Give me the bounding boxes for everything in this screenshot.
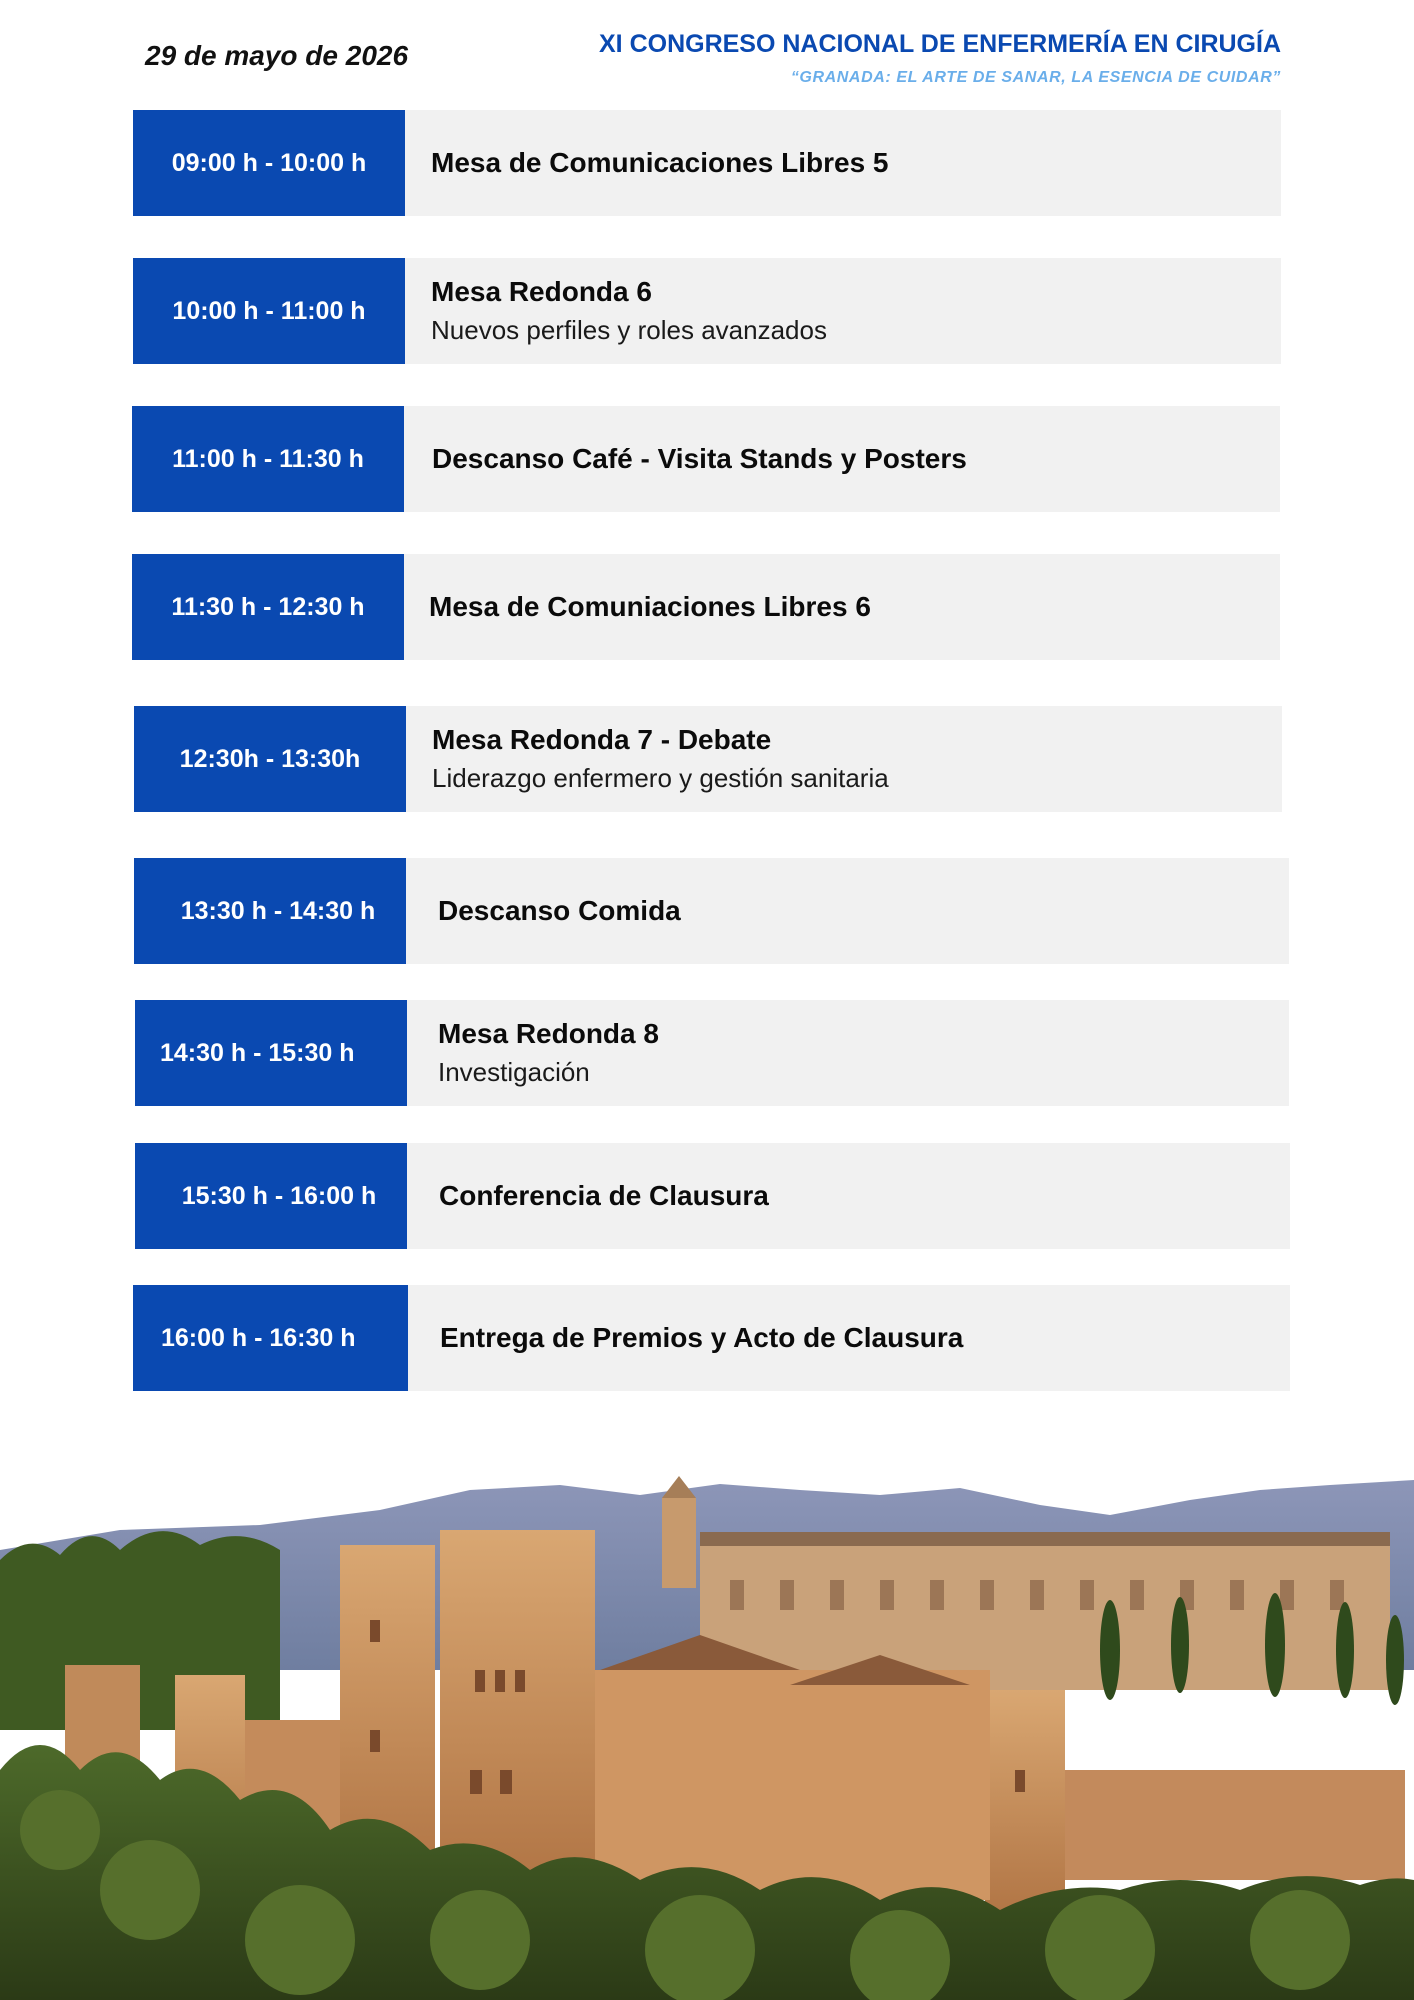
congress-motto: “GRANADA: EL ARTE DE SANAR, LA ESENCIA DE CUIDAR” xyxy=(790,69,1281,86)
bell-tower xyxy=(662,1498,696,1588)
schedule-title: Mesa Redonda 6 xyxy=(431,276,652,307)
fortress-wall xyxy=(1065,1770,1405,1880)
schedule-title: Mesa de Comunicaciones Libres 5 xyxy=(431,147,889,178)
schedule-row-1 xyxy=(133,110,1281,216)
schedule-time: 14:30 h - 15:30 h xyxy=(135,1000,407,1106)
schedule-row-9 xyxy=(133,1285,1290,1391)
congress-title: XI CONGRESO NACIONAL DE ENFERMERÍA EN CIRUGÍA xyxy=(599,30,1281,58)
schedule-time: 11:30 h - 12:30 h xyxy=(132,554,404,660)
schedule-row-7 xyxy=(135,1000,1289,1106)
fortress-wall xyxy=(595,1670,990,1900)
schedule-time: 11:00 h - 11:30 h xyxy=(132,406,404,512)
schedule-description xyxy=(407,1000,1289,1106)
schedule-time: 12:30h - 13:30h xyxy=(134,706,406,812)
schedule-subtitle: Investigación xyxy=(438,1057,590,1087)
schedule-title: Mesa Redonda 7 - Debate xyxy=(432,724,772,755)
schedule-description xyxy=(405,110,1281,216)
schedule-time: 15:30 h - 16:00 h xyxy=(135,1143,407,1249)
schedule-time: 10:00 h - 11:00 h xyxy=(133,258,405,364)
schedule-description xyxy=(404,554,1280,660)
schedule-row-4 xyxy=(132,554,1280,660)
schedule-title: Mesa Redonda 8 xyxy=(438,1018,659,1049)
schedule-time: 13:30 h - 14:30 h xyxy=(134,858,406,964)
schedule-description xyxy=(406,858,1289,964)
schedule-row-2 xyxy=(133,258,1281,364)
schedule-description xyxy=(405,258,1281,364)
tower xyxy=(985,1690,1065,1920)
schedule-title: Descanso Café - Visita Stands y Posters xyxy=(432,443,967,474)
schedule-row-3 xyxy=(132,406,1280,512)
palace-building xyxy=(700,1540,1390,1690)
schedule-title: Entrega de Premios y Acto de Clausura xyxy=(440,1322,964,1353)
schedule-description xyxy=(408,1285,1290,1391)
schedule-title: Mesa de Comuniaciones Libres 6 xyxy=(429,591,871,622)
schedule-subtitle: Nuevos perfiles y roles avanzados xyxy=(431,315,827,345)
event-date: 29 de mayo de 2026 xyxy=(145,40,409,71)
schedule-row-5 xyxy=(134,706,1282,812)
schedule-description xyxy=(406,706,1282,812)
schedule-row-6 xyxy=(134,858,1289,964)
schedule-description xyxy=(404,406,1280,512)
schedule-title: Descanso Comida xyxy=(438,895,681,926)
tower xyxy=(440,1530,595,1890)
schedule-row-8 xyxy=(135,1143,1290,1249)
schedule-time: 09:00 h - 10:00 h xyxy=(133,110,405,216)
alhambra-landscape-image xyxy=(0,1470,1414,2000)
schedule-title: Conferencia de Clausura xyxy=(439,1180,769,1211)
schedule-time: 16:00 h - 16:30 h xyxy=(133,1285,408,1391)
schedule-description xyxy=(407,1143,1290,1249)
schedule-subtitle: Liderazgo enfermero y gestión sanitaria xyxy=(432,763,889,793)
